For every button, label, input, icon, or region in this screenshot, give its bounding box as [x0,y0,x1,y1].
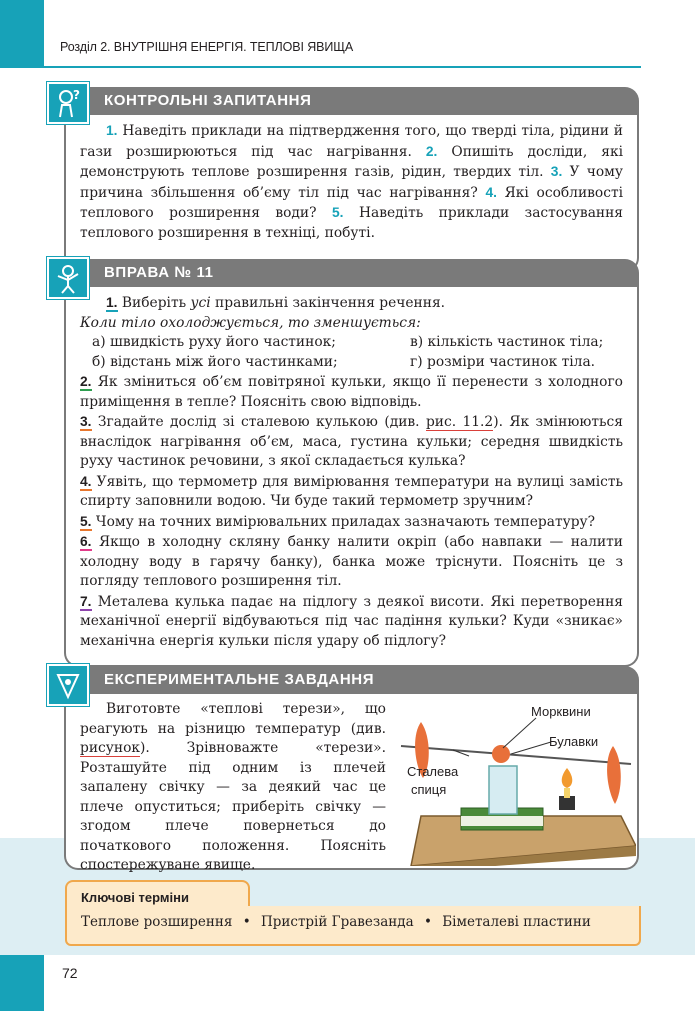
exercise-number: 6. [80,534,92,549]
key-term: Пристрій Гравезанда [260,914,414,930]
question-number: 4. [485,184,497,200]
page-corner-bar [0,0,44,68]
term-separator: • [242,914,251,930]
key-term: Теплове розширення [81,914,233,930]
option-v: в) кількість частинок тіла; [410,334,604,350]
exercise-text: Уявіть, що термометр для вимірювання температури на вулиці замість спирту заповнили водою. Чи буде такий термометр зручним? [80,473,623,509]
exercise-number: 3. [80,414,92,429]
label-spoke-line2: спиця [411,782,447,797]
thermal-scales-illustration [391,696,636,866]
experiment-section [64,666,639,873]
exercise-number: 4. [80,473,92,489]
figure-reference-link[interactable]: рисунок [80,740,140,756]
key-term: Біметалеві пластини [442,914,591,930]
question-number: 5. [332,205,344,220]
chapter-header: Розділ 2. ВНУТРІШНЯ ЕНЕРГІЯ. ТЕПЛОВІ ЯВИЩА [60,40,354,54]
exercise-q3 [80,412,623,472]
exercise-text: ). Як змінюються внаслідок нагрівання об’єм, маса, густина кульки; середня швидкість руху частинок речовини, з якої складається кулька? [80,414,623,469]
exercise-text: Металева кулька падає на підлогу з деякої висоти. Які перетворення механічної енергії відбуваються під час падіння кульки? Куди «зникає» механічна енергія кульки після удару об підлогу? [80,593,623,649]
label-spoke-line1: Сталева [407,764,459,779]
question-text: Наведіть приклади застосування теплового розширення в техніці, побуті. [80,205,624,241]
label-carrots: Морквини [531,704,591,719]
question-number: 3. [550,164,563,179]
exercise-number: 7. [80,593,92,609]
exercise-text: Як зміниться об’єм повітряної кульки, якщо її перенести з холодного приміщення в тепле? Поясніть свою відповідь. [80,374,623,410]
exercise-text-emphasis: усі [190,295,211,311]
question-number: 1. [106,123,118,138]
question-text: У чому причина збільшення об’єму тіл під час нагрівання? [80,164,623,201]
questions-section [64,87,639,272]
option-b: б) відстань між його частинками; [92,353,338,370]
exercise-text: Виберіть [121,295,191,311]
svg-text:?: ? [73,88,80,102]
exercise-person-icon [47,257,89,299]
thinking-person-icon [47,82,89,124]
exercise-q6 [80,532,623,592]
exercise-text: Згадайте дослід зі сталевою кулькою (див. [97,414,426,430]
page-number: 72 [62,965,78,981]
exercise-section [64,259,639,667]
exercise-text: Чому на точних вимірювальних приладах зазначають температуру? [95,513,596,530]
option-a: а) швидкість руху його частинок; [92,334,336,350]
questions-title: КОНТРОЛЬНІ ЗАПИТАННЯ [64,87,639,115]
exercise-q7 [80,592,623,652]
exercise-q1 [80,293,623,314]
exercise-title: ВПРАВА № 11 [64,259,639,287]
experiment-text [80,700,386,876]
exercise-number: 2. [80,374,92,389]
exercise-q1-options [80,333,623,372]
exercise-number: 5. [80,513,92,529]
exercise-q4 [80,472,623,512]
exercise-text: Якщо в холодну скляну банку налити окріп (або навпаки — налити холодну воду в гарячу банку), банка може тріснути. Поясніть це з погляду теплового розширення тіл. [80,534,624,589]
question-text: Наведіть приклади на підтвердження того, що тверді тіла, рідини й гази розширюються під час нагрівання. [80,123,623,160]
questions-text [80,121,623,243]
exercise-text: правильні закінчення речення. [210,295,446,311]
label-pins: Булавки [549,734,599,749]
option-g: г) розміри частинок тіла. [410,353,596,370]
key-terms-box [65,906,641,946]
exercise-q5 [80,512,623,533]
term-separator: • [423,914,432,930]
figure-reference-link[interactable]: рис. 11.2 [425,414,494,430]
question-text: Які особливості теплового розширення води? [80,184,623,221]
question-text: Опишіть досліди, які демонструють теплове розширення газів, рідин, твердих тіл. [80,143,623,180]
experiment-text-part: ). Зрівноважте «терези». Розташуйте під одним із плечей запалену свічку — за деякий час це плече опуститься; приберіть свічку — згодом плече повернеться до початкового положення. Поясніть спостережуване явище. [80,740,386,873]
question-number: 2. [425,143,438,159]
experiment-icon [47,664,89,706]
exercise-q2 [80,372,623,412]
experiment-text-part: Виготовте «теплові терези», що реагують на різницю температур (див. [80,701,386,737]
page-corner-bar-bottom [0,955,44,1011]
experiment-title: ЕКСПЕРИМЕНТАЛЬНЕ ЗАВДАННЯ [64,666,639,694]
exercise-q1-prompt: Коли тіло охолоджується, то зменшується: [80,314,421,331]
key-terms-title: Ключові терміни [65,880,250,912]
exercise-number: 1. [106,295,118,310]
header-divider [44,66,641,68]
